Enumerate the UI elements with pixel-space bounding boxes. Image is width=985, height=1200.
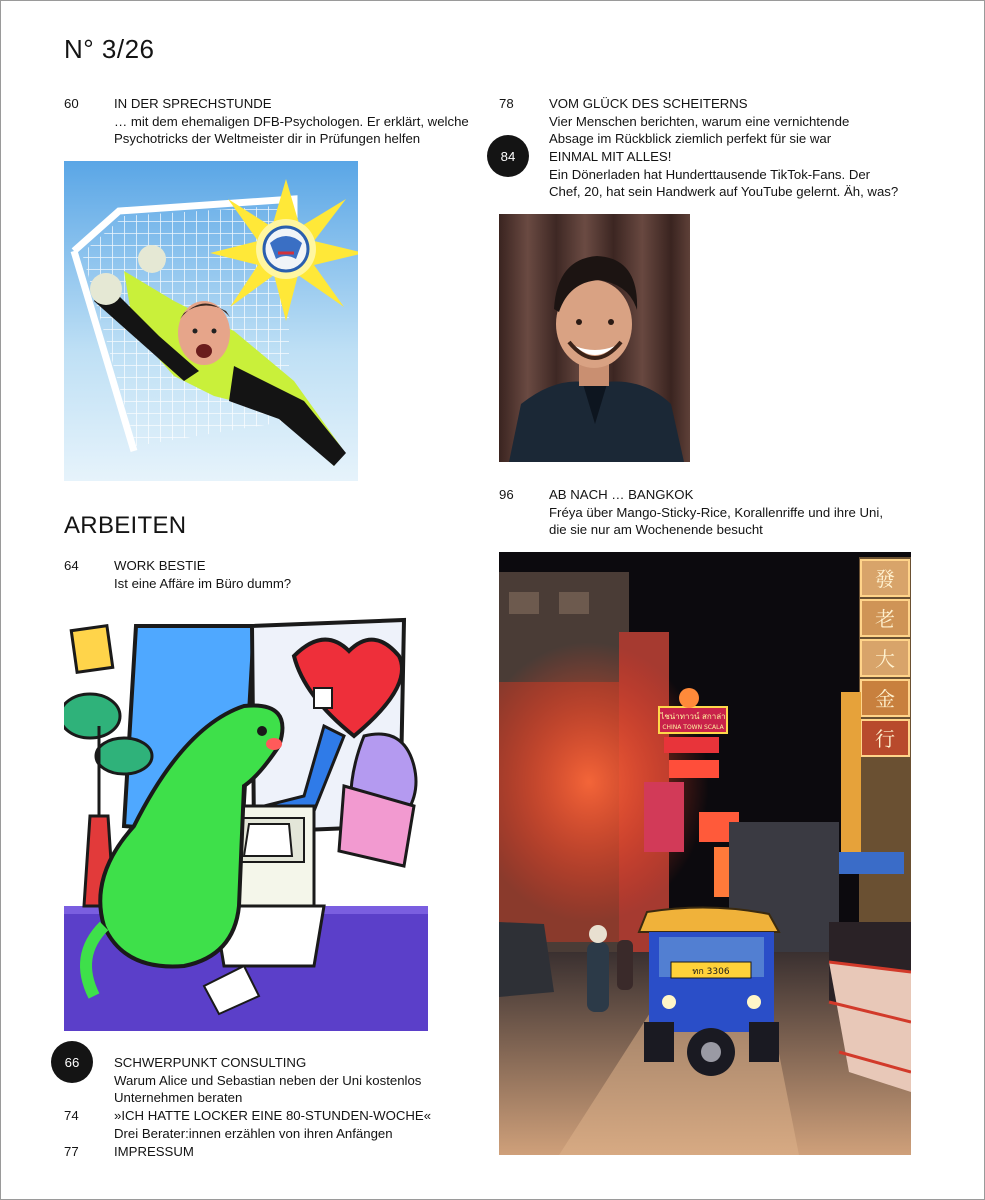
svg-text:老: 老 <box>875 607 895 631</box>
entry-title: »ICH HATTE LOCKER EINE 80-STUNDEN-WOCHE« <box>114 1108 432 1123</box>
svg-text:行: 行 <box>875 727 895 751</box>
page-number: 74 <box>64 1108 79 1123</box>
entry-title: VOM GLÜCK DES SCHEITERNS <box>549 96 748 111</box>
neon-sign-thai: ไชน่าทาวน์ สกาล่า <box>660 712 726 721</box>
entry-description-line: … mit dem ehemaligen DFB-Psychologen. Er erklärt, welche <box>114 113 469 129</box>
portrait-photo <box>499 214 690 462</box>
svg-text:大: 大 <box>875 647 895 671</box>
section-heading: ARBEITEN <box>64 512 187 539</box>
license-plate: ทก 3306 <box>692 967 730 977</box>
entry-title: IN DER SPRECHSTUNDE <box>114 96 272 111</box>
entry-description-line: Psychotricks der Weltmeister dir in Prüfungen helfen <box>114 131 421 146</box>
page-number: 96 <box>499 487 514 502</box>
entry-description-line: Absage im Rückblick ziemlich perfekt für sie war <box>549 131 832 146</box>
tuk-tuk <box>639 907 779 1076</box>
entry-title: IMPRESSUM <box>114 1144 194 1159</box>
entry-description-line: Vier Menschen berichten, warum eine vernichtende <box>549 113 850 129</box>
page-number: 78 <box>499 96 514 111</box>
entry-description-line: Drei Berater:innen erzählen von ihren Anfängen <box>114 1125 393 1141</box>
entry-description-line: Warum Alice und Sebastian neben der Uni kostenlos <box>114 1072 422 1088</box>
entry-description-line: Ist eine Affäre im Büro dumm? <box>114 575 292 591</box>
page-number: 60 <box>64 96 79 111</box>
page-number-badge: 66 <box>51 1041 93 1083</box>
svg-text:金: 金 <box>875 687 895 711</box>
issue-number: N° 3/26 <box>64 34 155 64</box>
entry-description-line: Ein Dönerladen hat Hunderttausende TikTok-Fans. Der <box>549 166 871 182</box>
entry-title: AB NACH … BANGKOK <box>549 487 694 502</box>
entry-title: EINMAL MIT ALLES! <box>549 149 672 164</box>
page-number-badge: 84 <box>487 135 529 177</box>
entry-description-line: Unternehmen beraten <box>114 1090 243 1105</box>
office-illustration <box>64 606 428 1031</box>
entry-title: WORK BESTIE <box>114 558 206 573</box>
entry-description-line: die sie nur am Wochenende besucht <box>549 522 763 537</box>
svg-text:發: 發 <box>875 567 895 591</box>
entry-description-line: Chef, 20, hat sein Handwerk auf YouTube gelernt. Äh, was? <box>549 184 899 199</box>
neon-sign-latin: CHINA TOWN SCALA <box>662 724 724 731</box>
bangkok-night-photo <box>499 552 911 1155</box>
page-number: 77 <box>64 1144 79 1159</box>
entry-title: SCHWERPUNKT CONSULTING <box>114 1055 307 1070</box>
goalkeeper-illustration <box>64 161 358 481</box>
page-number: 64 <box>64 558 79 573</box>
entry-description-line: Fréya über Mango-Sticky-Rice, Korallenriffe und ihre Uni, <box>549 504 883 520</box>
chinese-sign-tower <box>861 560 909 756</box>
